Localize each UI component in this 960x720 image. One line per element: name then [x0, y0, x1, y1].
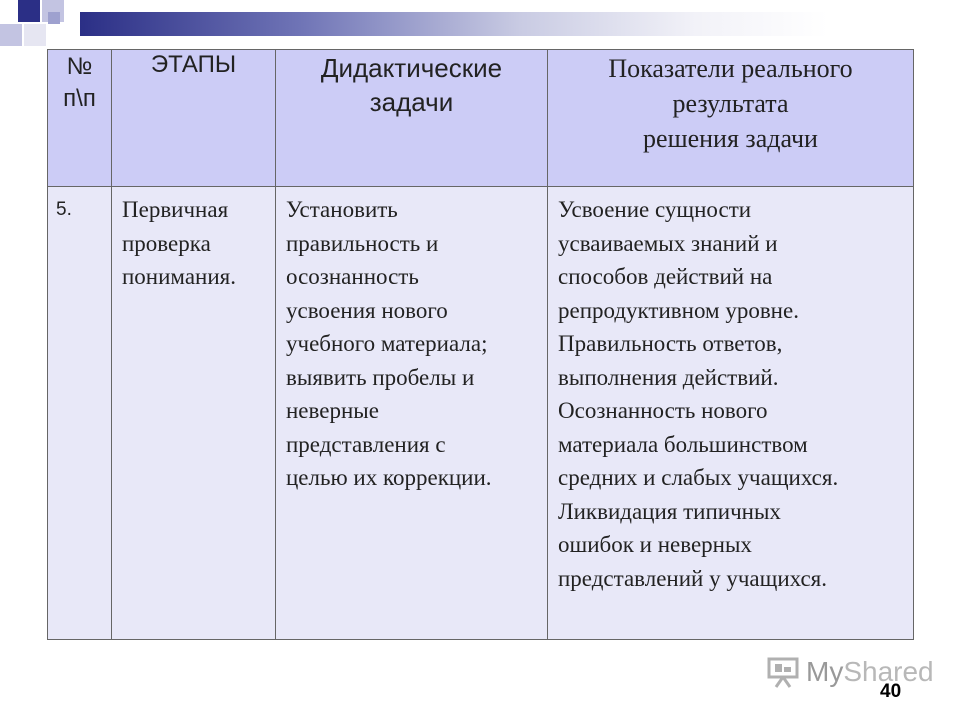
- header-didactic-tasks: Дидактические задачи: [276, 50, 548, 187]
- row-number: 5.: [48, 187, 112, 640]
- header-result-indicators: Показатели реального результата решения задачи: [548, 50, 914, 187]
- header-number: № п\п: [48, 50, 112, 187]
- table-row: [48, 187, 914, 640]
- page-number: 40: [880, 681, 902, 702]
- presentation-icon: [766, 655, 802, 689]
- header-gradient-bar: [80, 12, 960, 36]
- watermark-prefix: My: [806, 656, 844, 687]
- row-tasks: Установить правильность и осознанность усвоения нового учебного материала; выявить пробелы и неверные представления с целью их коррекции.: [276, 187, 548, 640]
- watermark-suffix: Shared: [843, 656, 934, 687]
- lesson-stages-table: [47, 49, 914, 640]
- header-stages: ЭТАПЫ: [112, 50, 276, 187]
- row-stage: Первичная проверка понимания.: [112, 187, 276, 640]
- row-result: Усвоение сущности усваиваемых знаний и способов действий на репродуктивном уровне. Правильность ответов, выполнения действий. Осознанность нового материала большинством средних и слабых учащихся. Ликвидация типичных ошибок и неверных представлений у учащихся.: [548, 187, 914, 640]
- watermark: [766, 655, 934, 689]
- header-row: [48, 50, 914, 187]
